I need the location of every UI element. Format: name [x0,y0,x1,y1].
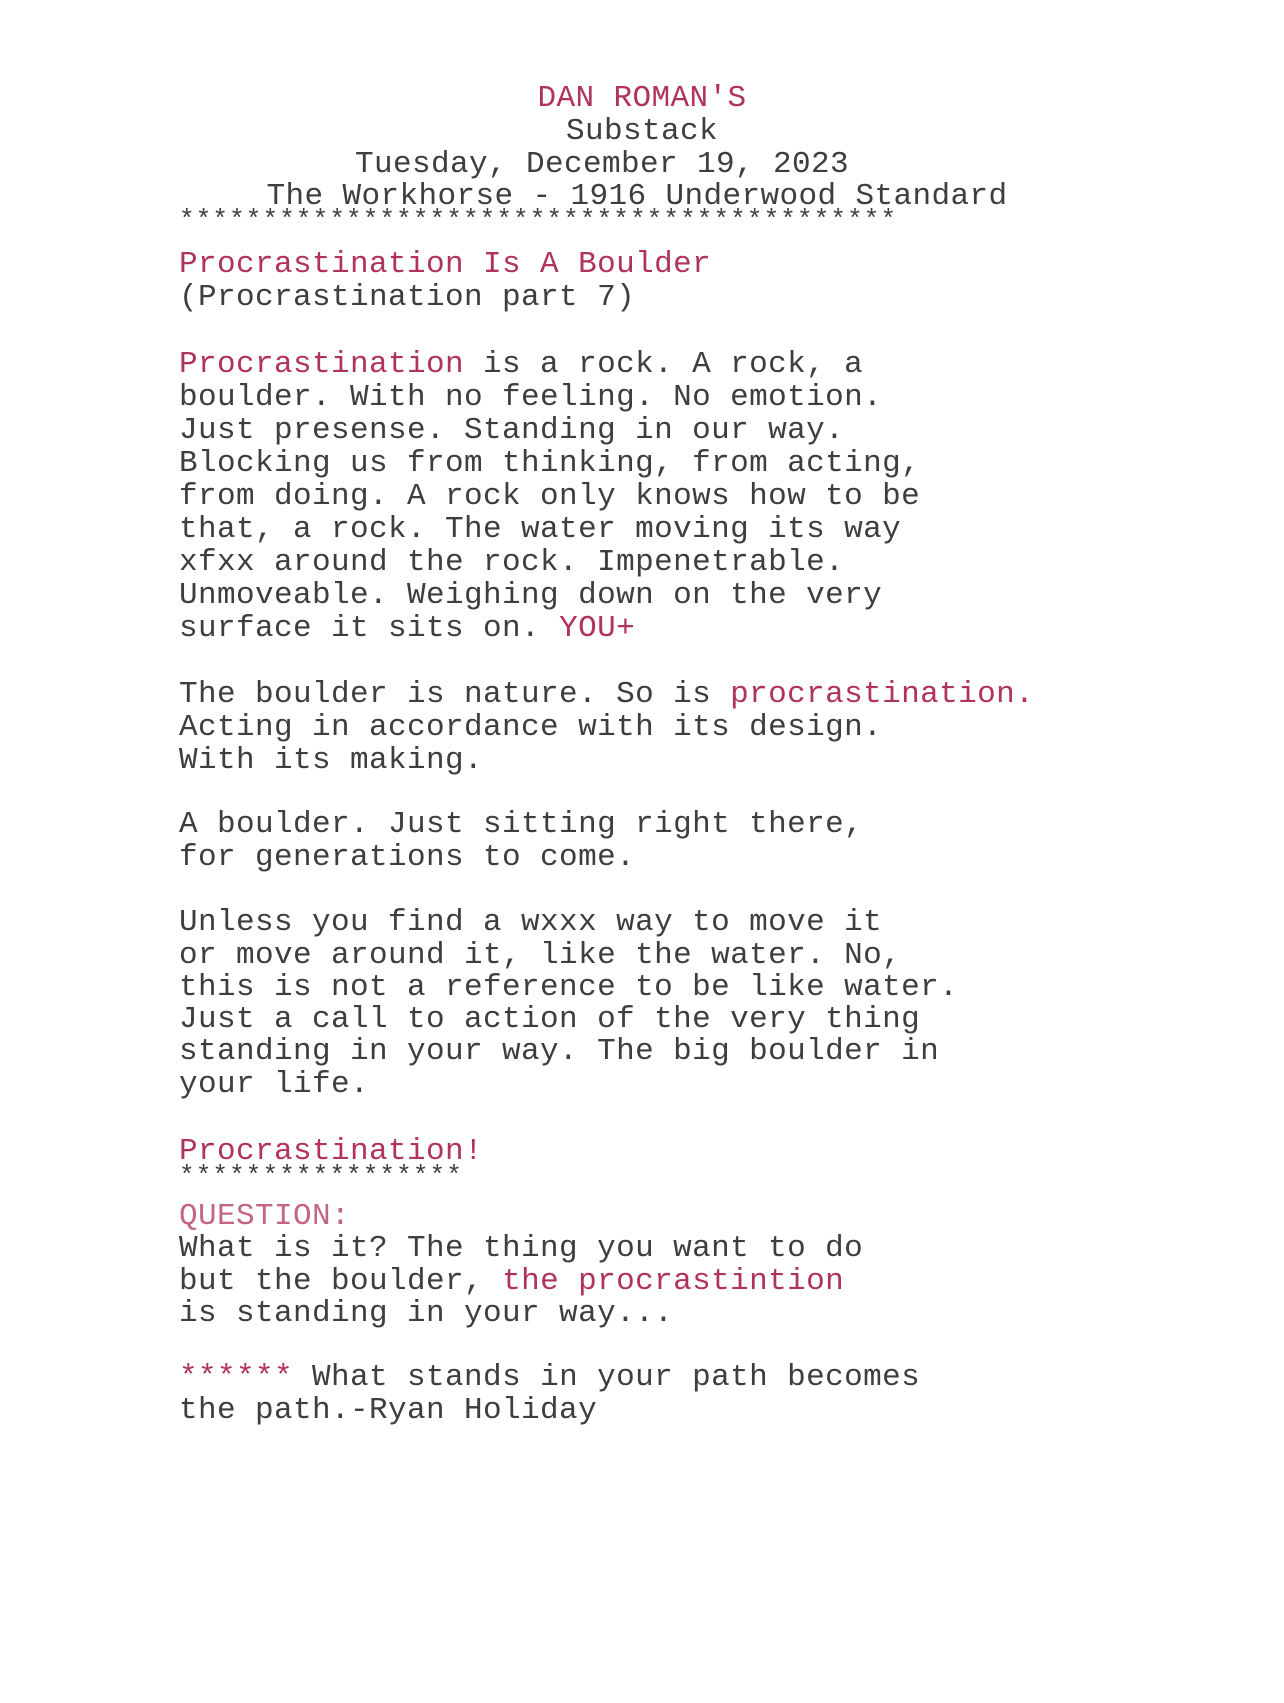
paragraph-line [179,381,882,414]
header-divider: ******************************************* [179,205,898,235]
body-text: Just presense. Standing in our way. [179,413,845,448]
body-text: Unmoveable. Weighing down on the very [179,578,883,613]
date: Tuesday, December 19, 2023 [354,147,850,182]
highlighted-text: procrastination. [730,677,1035,712]
body-text: your life. [179,1067,370,1102]
paragraph-line [179,971,958,1004]
body-text: for generations to come. [179,840,636,875]
post-title: Procrastination Is A Boulder [179,247,712,282]
exclaim-divider: ***************** [179,1161,463,1191]
quote-line [179,1361,920,1394]
body-text: that, a rock. The water moving its way [179,512,902,547]
question-line [179,1265,844,1298]
body-text: A boulder. Just sitting right there, [179,807,864,842]
question-label: QUESTION: [179,1199,351,1234]
paragraph-line [179,808,863,841]
highlighted-text: Procrastination [179,347,465,382]
body-text: The boulder is nature. So is [179,677,731,712]
quote-text: What stands in your path becomes [293,1360,921,1395]
question-line: is standing in your way... [179,1296,674,1331]
exclaim-heading: Procrastination! [179,1134,484,1169]
body-text: this is not a reference to be like water. [179,970,959,1005]
body-text: surface it sits on. [179,611,560,646]
paragraph-line [179,744,483,777]
publication-name: Substack [565,114,719,149]
paragraph-line [179,546,844,579]
paragraph-line [179,678,1034,711]
body-text: xfxx around the rock. Impenetrable. [179,545,845,580]
body-text: or move around it, like the water. No, [179,938,902,973]
quote-line: the path.-Ryan Holiday [179,1393,598,1428]
paragraph-line [179,414,844,447]
body-text: boulder. With no feeling. No emotion. [179,380,883,415]
paragraph-line [179,939,901,972]
body-text: Just a call to action of the very thing [179,1002,921,1037]
typewriter-credit: The Workhorse - 1916 Underwood Standard [266,179,1008,214]
paragraph-line [179,1003,920,1036]
author-heading: DAN ROMAN'S [537,81,747,116]
body-text: from doing. A rock only knows how to be [179,479,921,514]
body-text: Unless you find a wxxx way to move it [179,905,883,940]
paragraph-line [179,348,863,381]
paragraph-line [179,906,882,939]
question-text: but the boulder, [179,1264,503,1299]
question-line: What is it? The thing you want to do [179,1231,864,1266]
question-red-text: the procrastintion [502,1264,845,1299]
highlighted-text: YOU+ [559,611,636,646]
paragraph-line [179,579,882,612]
paragraph-line [179,841,635,874]
paragraph-line [179,1035,939,1068]
body-text: standing in your way. The big boulder in [179,1034,940,1069]
paragraph-line [179,711,882,744]
paragraph-line [179,513,901,546]
paragraph-line [179,1068,369,1101]
post-subtitle: (Procrastination part 7) [179,280,636,315]
body-text: is a rock. A rock, a [464,347,864,382]
body-text: Acting in accordance with its design. [179,710,883,745]
paragraph-line [179,480,920,513]
paragraph-line [179,447,920,480]
quote-stars: ****** [179,1360,294,1395]
paragraph-line [179,612,635,645]
body-text: With its making. [179,743,484,778]
body-text: Blocking us from thinking, from acting, [179,446,921,481]
